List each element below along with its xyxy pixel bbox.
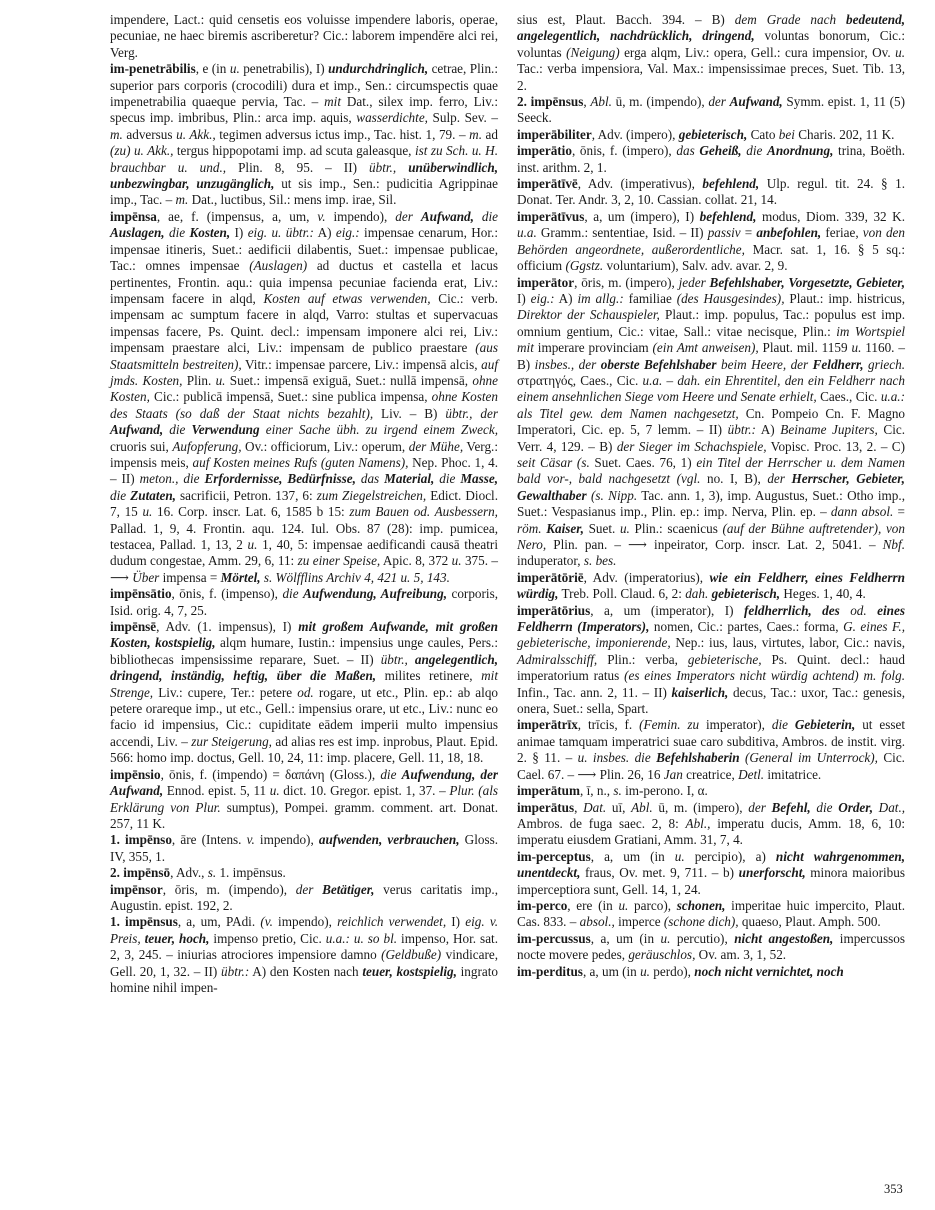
dictionary-entry [110,61,498,209]
entry-body: , Adv. (1. impensus), I) mit großem Aufwande, mit großen Kosten, kostspielig, alqm humare, Iustin.: impensius unge caules, Pers.: bibliothecas impensissime reparare, Suet. – II) übtr., angelegentlich, dringend, inständig, heftig, über die Maßen, milites retinere, mit Strenge, Liv.: cupere, Ter.: petere od. rogare, ut etc., Plin. ep.: ab alqo petere orareque imp., ut etc., Gell.: impensius orare, ut etc., Liv.: nunc eo facio id impensius, Cic.: cupiditate eādem imperii multo impensius accendi, Liv. – zur Steigerung, ad alias res est imp. inprobus, Plaut. Epid. 566: homo imp. doctus, Gell. 10, 24, 11: imp. placere, Gell. 11, 18, 18. [110,619,499,766]
entry-headword: imperātīvus [517,208,585,224]
entry-body: , Adv., s. 1. impēnsus. [170,865,286,881]
entry-headword: imperātus [517,799,575,815]
dictionary-entry [517,94,905,127]
entry-headword: im-perditus [517,963,583,979]
entry-headword: impēnsē [110,619,157,635]
entry-headword: 1. impēnso [110,832,172,848]
entry-headword: imperātum [517,783,580,799]
entry-headword: im-penetrābilis [110,61,196,77]
entry-body: , Dat. uī, Abl. ū, m. (impero), der Befehl, die Order, Dat., Ambros. de fuga saec. 2, 8: Abl., imperatu ducis, Amm. 18, 6, 10: imperatu eiusdem Gratiani, Amm. 31, 7, 4. [517,799,906,848]
dictionary-entry [517,603,905,718]
entry-headword: imperābiliter [517,126,592,142]
entry-body: , a, um (imperator), I) feldherrlich, des od. eines Feldherrn (Imperators), nomen, Cic.: partes, Caes.: forma, G. eines F., gebieterische, imponierende, Nep.: ius, laus, virtutes, labor, Cic.: navis, Admiralsschiff, Plin.: verba, gebieterische, Ps. Quint. decl.: haud imperatorium ratus (es eines Imperators nicht würdig achtend) m. folg. Infin., Tac. ann. 2, 11. – II) kaiserlich, decus, Tac.: uxor, Tac.: genesis, onera, Suet.: sella, Spart. [517,602,905,717]
dictionary-entry [517,898,905,931]
entry-headword: imperātio [517,143,572,159]
dictionary-entry [517,800,905,849]
entry-body: , a, um, PAdi. (v. impendo), reichlich verwendet, I) eig. v. Preis, teuer, hoch, impenso pretio, Cic. u.a.: u. so bl. impenso, Hor. sat. 2, 3, 245. – iniurias atrociores impensiore damno (Geldbuße) vindicare, Gell. 20, 1, 32. – II) übtr.: A) den Kosten nach teuer, kostspielig, ingrato homine nihil impen- [110,914,499,995]
entry-headword: imperātōriē [517,569,584,585]
entry-headword: impēnsātio [110,586,172,602]
left-column [110,12,498,996]
entry-body: impendere, Lact.: quid censetis eos voluisse impendere laboris, operae, pecuniae, ne haec biremis ascriberetur? Cic.: laborem impendēre alci rei, Verg. [110,12,498,60]
dictionary-entry [110,209,498,586]
dictionary-entry [517,127,905,143]
entry-body: , a, um (in u. perdo), noch nicht vernichtet, noch [582,963,844,979]
dictionary-entry [517,964,905,980]
dictionary-entry [517,849,905,898]
dictionary-entry [110,832,498,865]
entry-headword: imperātrīx [517,717,578,733]
dictionary-entry [517,717,905,783]
dictionary-entry [517,783,905,799]
dictionary-entry [517,931,905,964]
entry-body: , Abl. ū, m. (impendo), der Aufwand, Symm. epist. 1, 11 (5) Seeck. [517,94,905,126]
entry-body: , a, um (in u. percipio), a) nicht wahrgenommen, unentdeckt, fraus, Ov. met. 9, 711. – b) unerforscht, minora maioribus imperceptiora sunt, Gell. 14, 1, 24. [517,848,906,897]
entry-body: , trīcis, f. (Femin. zu imperator), die Gebieterin, ut esset animae tamquam imperatrici suae caro subditiva, Ambros. de instit. virg. 2. § 11. – u. insbes. die Befehlshaberin (General im Unterrock), Cic. Cael. 67. – ⟶ Plin. 26, 16 Jan creatrice, Detl. imitatrice. [517,717,905,782]
page-number: 353 [884,1182,903,1196]
entry-body: , a, um (in u. percutio), nicht angestoßen, impercussos nocte movere pedes, geräuschlos, Ov. am. 3, 1, 52. [517,930,905,963]
entry-body: sius est, Plaut. Bacch. 394. – B) dem Grade nach bedeutend, angelegentlich, nachdrücklich, dringend, voluntas bonorum, Cic.: voluntas (Neigung) erga alqm, Liv.: opera, Gell.: cura impensior, Ov. u. Tac.: verba impensiora, Val. Max.: impensissimae preces, Suet. Tib. 13, 2. [517,12,906,93]
entry-body: , ere (in u. parco), schonen, imperitae huic impercito, Plaut. Cas. 833. – absol., imperce (schone dich), quaeso, Plaut. Amph. 500. [517,897,905,930]
entry-headword: impēnsio [110,766,161,782]
entry-headword: 1. impēnsus [110,914,178,930]
dictionary-entry [110,12,498,61]
entry-body: , Adv. (impero), gebieterisch, Cato bei Charis. 202, 11 K. [591,126,895,142]
entry-headword: 2. impēnsus [517,94,584,110]
dictionary-entry [517,12,905,94]
dictionary-entry [110,586,498,619]
entry-headword: imperātōrius [517,602,591,618]
entry-body: , ōnis, f. (impenso), die Aufwendung, Aufreibung, corporis, Isid. orig. 4, 7, 25. [110,586,498,618]
dictionary-entry [517,143,905,176]
dictionary-entry [110,619,498,767]
entry-body: , ōris, m. (impero), jeder Befehlshaber, Vorgesetzte, Gebieter, I) eig.: A) im allg.: familiae (des Hausgesindes), Plaut.: imp. histricus, Direktor der Schauspieler, Plaut.: imp. populus, Tac.: populus est imp. omnium gentium, Cic.: vitae, Sall.: vitae necisque, Plin.: im Wortspiel mit imperare provinciam (ein Amt anweisen), Plaut. mil. 1159 u. 1160. – B) insbes., der oberste Befehlshaber beim Heere, der Feldherr, griech. στρατηγός, Caes., Cic. u.a. – dah. ein Ehrentitel, den ein Feldherr nach einem ansehnlichen Siege vom Heere und Senate erhielt, Caes., Cic. u.a.: als Titel gew. dem Namen nachgesetzt, Cn. Pompeio Cn. F. Magno Imperatori, Cic. ep. 5, 7 lemm. – II) übtr.: A) Beiname Jupiters, Cic. Verr. 4, 129. – B) der Sieger im Schachspiele, Vopisc. Proc. 13, 2. – C) seit Cäsar (s. Suet. Caes. 76, 1) ein Titel der Herrscher u. dem Namen bald vor-, bald nachgesetzt (vgl. no. I, B), der Herrscher, Gebieter, Gewalthaber (s. Nipp. Tac. ann. 1, 3), imp. Augustus, Suet.: Otho imp., Suet.: Vespasianus imp., Plin. ep.: imp. Nerva, Plin. ep. – dann absol. = röm. Kaiser, Suet. u. Plin.: scaenicus (auf der Bühne auftretender), von Nero, Plin. pan. – ⟶ inpeirator, Corp. inscr. Lat. 2, 5041. – Nbf. induperator, s. bes. [517,274,906,569]
entry-body: , āre (Intens. v. impendo), aufwenden, verbrauchen, Gloss. IV, 355, 1. [110,832,499,864]
entry-body: , ī, n., s. im-perono. I, α. [580,783,708,799]
dictionary-entry [110,882,498,915]
dictionary-entry [517,176,905,209]
entry-body: , e (in u. penetrabilis), I) undurchdringlich, cetrae, Plin.: superior pars corporis (crocodili) dura et imp., Sen.: circumspectis quae impenetrabilia quaeque pervia, Tac. – mit Dat., silex imp. ferro, Liv.: specus imp. imbribus, Plin.: arca imp. aquis, wasserdichte, Sulp. Sev. – m. adversus u. Akk., tegimen adversus ictus imp., Tac. hist. 1, 79. – m. ad (zu) u. Akk., tergus hippopotami imp. ad scuta galeasque, ist zu Sch. u. H. brauchbar u. und., Plin. 8, 95. – II) übtr., unüberwindlich, unbezwingbar, unzugänglich, ut sis imp., Sen.: pudicitia Agrippinae imp., Tac. – m. Dat., luctibus, Sil.: mens imp. irae, Sil. [110,61,499,208]
right-column [517,12,905,980]
entry-body: , ōnis, f. (impendo) = δαπάνη (Gloss.), die Aufwendung, der Aufwand, Ennod. epist. 5, 11 u. dict. 10. Gregor. epist. 1, 37. – Plur. (als Erklärung von Plur. sumptus), Pompei. gramm. comment. art. Donat. 257, 11 K. [110,766,499,831]
entry-body: , Adv. (imperativus), befehlend, Ulp. regul. tit. 24. § 1. Donat. Ter. Andr. 3, 2, 10. Cassian. collat. 21, 14. [517,176,905,208]
entry-headword: impēnsa [110,208,157,224]
entry-body: , ōris, m. (impendo), der Betätiger, verus caritatis imp., Augustin. epist. 192, 2. [110,881,498,913]
dictionary-entry [110,914,498,996]
entry-headword: imperātīvē [517,176,578,192]
entry-headword: im-perceptus [517,848,591,864]
entry-headword: 2. impēnsō [110,865,171,881]
entry-body: , Adv. (imperatorius), wie ein Feldherr, eines Feldherrn würdig, Treb. Poll. Claud. 6, 2: dah. gebieterisch, Heges. 1, 40, 4. [517,569,905,602]
entry-headword: im-perco [517,897,568,913]
entry-headword: impēnsor [110,881,163,897]
entry-body: , ae, f. (impensus, a, um, v. impendo), der Aufwand, die Auslagen, die Kosten, I) eig. u. übtr.: A) eig.: impensae cenarum, Hor.: impensae itineris, Suet.: aedificii dilabentis, Suet.: impensae publicae, Tac.: omnes impensae (Auslagen) ad ductus et castella et lacus pertinentes, Frontin. aqu.: quia impensa pecuniae facienda erat, Liv.: impensam facere in alqd, Kosten auf etwas verwenden, Cic.: verb. impensam ac sumptum facere in alqd, Varro: stultas et supervacuas impensas facere, Ps. Quint. decl.: impensam imponere alci rei, Liv.: impensam praestare alci, Liv.: impensam de publico praestare (aus Staatsmitteln bestreiten), Vitr.: impensae parcere, Liv.: impensā alcis, auf jmds. Kosten, Plin. u. Suet.: impensā exiguā, Suet.: nullā impensā, ohne Kosten, Cic.: publicā impensā, Suet.: sine publica impensa, ohne Kosten des Staats (so daß der Staat nichts bezahlt), Liv. – B) übtr., der Aufwand, die Verwendung einer Sache übh. zu irgend einem Zweck, cruoris sui, Aufopferung, Ov.: officiorum, Liv.: operum, der Mühe, Verg.: impensis meis, auf Kosten meines Rufs (guten Namens), Nep. Phoc. 1, 4. – II) meton., die Erfordernisse, Bedürfnisse, das Material, die Masse, die Zutaten, sacrificii, Petron. 137, 6: zum Ziegelstreichen, Edict. Diocl. 7, 15 u. 16. Corp. inscr. Lat. 6, 1585 b 15: zum Bauen od. Ausbessern, Pallad. 1, 9, 4. Frontin. aqu. 124. Iul. Obs. 87 (28): imp. pumicea, testacea, Pallad. 1, 13, 2 u. 1, 40, 5: impensae aedificandi causā theatri dudum congestae, Amm. 29, 6, 11: zu einer Speise, Apic. 8, 372 u. 375. – ⟶ Über impensa = Mörtel, s. Wölfflins Archiv 4, 421 u. 5, 143. [110,208,499,585]
entry-headword: imperātor [517,274,575,290]
entry-body: , ōnis, f. (impero), das Geheiß, die Anordnung, trina, Boëth. inst. arithm. 2, 1. [517,143,906,175]
entry-headword: im-percussus [517,930,591,946]
dictionary-entry [517,275,905,570]
entry-body: , a, um (impero), I) befehlend, modus, Diom. 339, 32 K. u.a. Gramm.: sententiae, Isid. – II) passiv = anbefohlen, feriae, von den Behörden angeordnete, außerordentliche, Macr. sat. 1, 16. § 5 sq.: officium (Ggstz. voluntarium), Salv. adv. avar. 2, 9. [517,208,905,274]
dictionary-entry [110,865,498,881]
dictionary-entry [110,767,498,833]
dictionary-entry [517,209,905,275]
dictionary-entry [517,570,905,603]
